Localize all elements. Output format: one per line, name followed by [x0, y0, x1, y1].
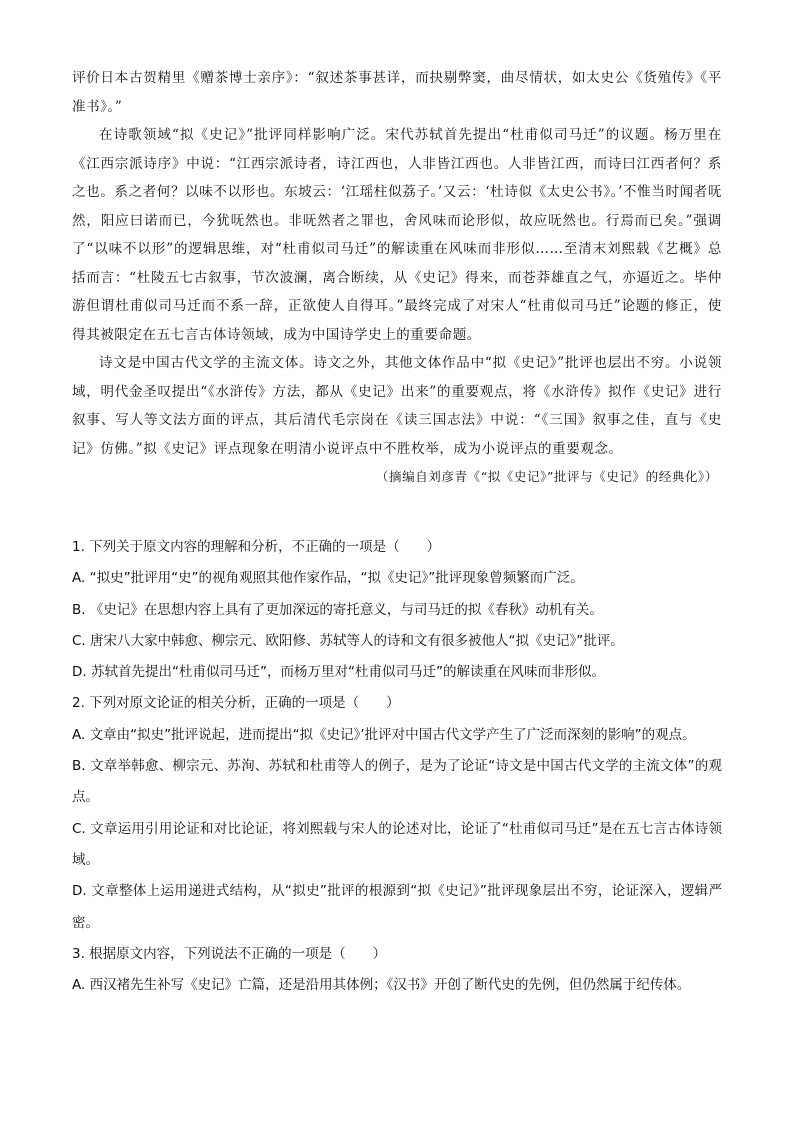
reading-passage — [72, 64, 722, 492]
passage-source: （摘编自刘彦青《“拟《史记》”批评与《史记》的经典化》） — [375, 469, 718, 484]
passage-paragraph-3: 诗文是中国古代文学的主流文体。诗文之外，其他文体作品中“拟《史记》”批评也层出不穷。小说领域，明代金圣叹提出“《水浒传》方法，都从《史记》出来”的重要观点，将《水浒传》拟作《史记》进行叙事、写人等文法方面的评点，其后清代毛宗岗在《读三国志法》中说：“《三国》叙事之佳，直与《史记》仿佛。”拟《史记》评点现象在明清小说评点中不胜枚举，成为小说评点的重要观念。 — [72, 355, 722, 457]
passage-paragraph-1: 评价日本古贺精里《赠茶博士亲序》：“叙述茶事甚详，而抉剔弊窦，曲尽情状，如太史公《货殖传》《平准书》。” — [72, 70, 722, 115]
question-list — [72, 532, 722, 1001]
question-2-option-d: D. 文章整体上运用递进式结构，从“拟史”批评的根源到“拟《史记》”批评现象层出不穷，论证深入，逻辑严密。 — [72, 883, 722, 931]
passage-paragraph-2: 在诗歌领域“拟《史记》”批评同样影响广泛。宋代苏轼首先提出“杜甫似司马迁”的议题。杨万里在《江西宗派诗序》中说：“江西宗派诗者，诗江西也，人非皆江西也。人非皆江西，而诗曰江西者何？系之也。系之者何？以味不以形也。东坡云：‘江瑶柱似荔子。’又云：‘杜诗似《太史公书》。’不惟当时闻者呒然，阳应曰诺而已，今犹呒然也。非呒然者之罪也，舍风味而论形似，故应呒然也。行焉而已矣。”强调了“以味不以形”的逻辑思维，对“杜甫似司马迁”的解读重在风味而非形似……至清末刘熙载《艺概》总括而言：“杜陵五七古叙事，节次波澜，离合断续，从《史记》得来，而苍莽雄直之气，亦逼近之。毕仲游但谓杜甫似司马迁而不系一辞，正欲使人自得耳。”最终完成了对宋人“杜甫似司马迁”论题的修正，使得其被限定在五七言古体诗领域，成为中国诗学史上的重要命题。 — [72, 127, 722, 343]
question-2-option-c: C. 文章运用引用论证和对比论证，将刘熙载与宋人的论述对比，论证了“杜甫似司马迁”是在五七言古体诗领域。 — [72, 820, 722, 868]
question-1-option-a: A. “拟史”批评用“史”的视角观照其他作家作品，“拟《史记》”批评现象曾频繁而广泛。 — [72, 570, 584, 587]
question-1-option-d: D. 苏轼首先提出“杜甫似司马迁”，而杨万里对“杜甫似司马迁”的解读重在风味而非形似。 — [72, 664, 605, 681]
question-1-option-c: C. 唐宋八大家中韩愈、柳宗元、欧阳修、苏轼等人的诗和文有很多被他人“拟《史记》”批评。 — [72, 632, 624, 649]
question-1-stem: 1. 下列关于原文内容的理解和分析，不正确的一项是（ ） — [72, 539, 441, 555]
question-2-stem: 2. 下列对原文论证的相关分析，正确的一项是（ ） — [72, 695, 400, 712]
question-3-stem: 3. 根据原文内容，下列说法不正确的一项是（ ） — [72, 945, 387, 962]
question-2-option-a: A. 文章由“拟史”批评说起，进而提出“拟《史记》’批评对中国古代文学产生了广泛而深刻的影响”的观点。 — [72, 726, 696, 743]
question-1-option-b: B. 《史记》在思想内容上具有了更加深远的寄托意义，与司马迁的拟《春秋》动机有关。 — [72, 601, 603, 618]
question-2-option-b: B. 文章举韩愈、柳宗元、苏洵、苏轼和杜甫等人的例子，是为了论证“诗文是中国古代文学的主流文体”的观点。 — [72, 758, 722, 806]
question-3-option-a: A. 西汉褚先生补写《史记》亡篇，还是沿用其体例；《汉书》开创了断代史的先例，但仍然属于纪传体。 — [72, 977, 691, 994]
